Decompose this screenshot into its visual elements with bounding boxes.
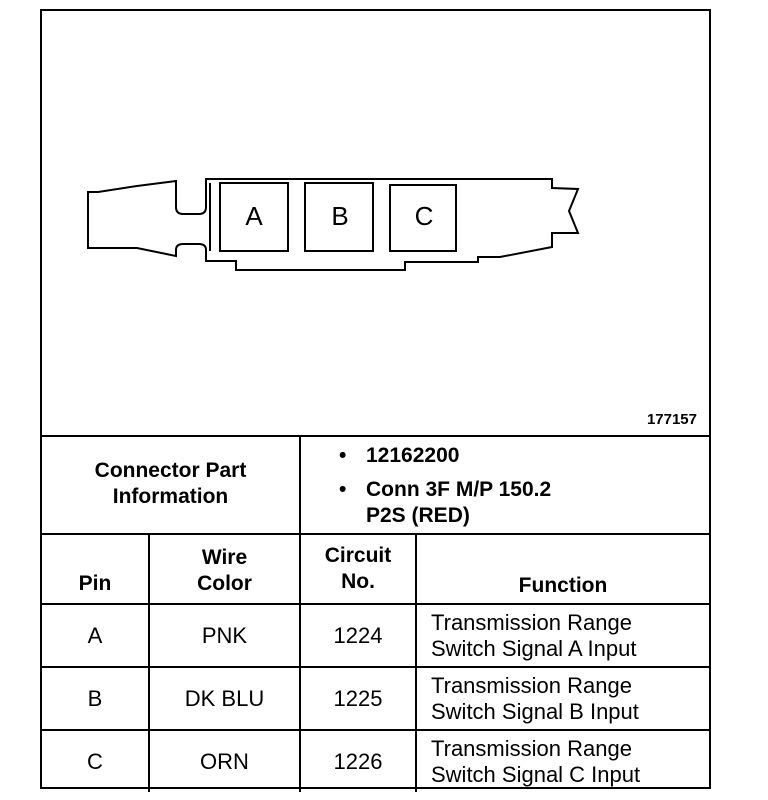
description-line1: Conn 3F M/P 150.2	[366, 478, 552, 501]
header-circuit	[300, 533, 416, 604]
table-row	[42, 604, 709, 667]
cell-function	[416, 730, 709, 792]
connector-info-values	[301, 435, 709, 533]
cell-wire-color: DK BLU	[149, 667, 300, 730]
part-number-item	[341, 443, 459, 469]
cell-function	[416, 667, 709, 730]
cell-wire-color: PNK	[149, 604, 300, 667]
pin-label-c: C	[414, 201, 434, 231]
pinout-table	[42, 533, 709, 792]
header-wire-color-line2: Color	[197, 572, 252, 595]
connector-diagram	[42, 11, 709, 437]
cell-circuit: 1225	[300, 667, 416, 730]
bullet-icon: •	[339, 478, 347, 501]
header-circuit-line2: No.	[341, 570, 375, 593]
table-header-row	[42, 533, 709, 604]
cell-pin: B	[42, 667, 149, 730]
pin-label-b: B	[331, 201, 349, 231]
part-number: 12162200	[366, 444, 460, 467]
cell-function-line1: Transmission Range	[431, 672, 632, 698]
connector-info-label	[42, 435, 301, 533]
cell-function-line2: Switch Signal A Input	[431, 635, 637, 661]
cell-pin: A	[42, 604, 149, 667]
connector-info-label-line2: Information	[112, 485, 229, 508]
header-circuit-line1: Circuit	[324, 544, 392, 567]
pin-label-a: A	[245, 201, 263, 231]
header-pin: Pin	[42, 533, 149, 604]
cell-function-line1: Transmission Range	[431, 609, 632, 635]
cell-function-line2: Switch Signal B Input	[431, 698, 639, 724]
bullet-icon: •	[339, 444, 347, 467]
cell-circuit: 1226	[300, 730, 416, 792]
header-wire-color	[149, 533, 300, 604]
header-function: Function	[416, 533, 709, 604]
connector-info-label-line1: Connector Part	[94, 459, 247, 482]
connector-outline-drawing	[42, 11, 709, 435]
cell-function	[416, 604, 709, 667]
description-item	[341, 477, 551, 529]
cell-circuit: 1224	[300, 604, 416, 667]
table-row	[42, 667, 709, 730]
connector-info	[42, 435, 709, 535]
cell-pin: C	[42, 730, 149, 792]
connector-sheet	[40, 9, 711, 789]
table-row	[42, 730, 709, 792]
description-line2: P2S (RED)	[366, 504, 470, 527]
cell-wire-color: ORN	[149, 730, 300, 792]
cell-function-line2: Switch Signal C Input	[431, 761, 641, 787]
header-wire-color-line1: Wire	[201, 546, 248, 569]
figure-id: 177157	[646, 411, 697, 428]
cell-function-line1: Transmission Range	[431, 735, 632, 761]
